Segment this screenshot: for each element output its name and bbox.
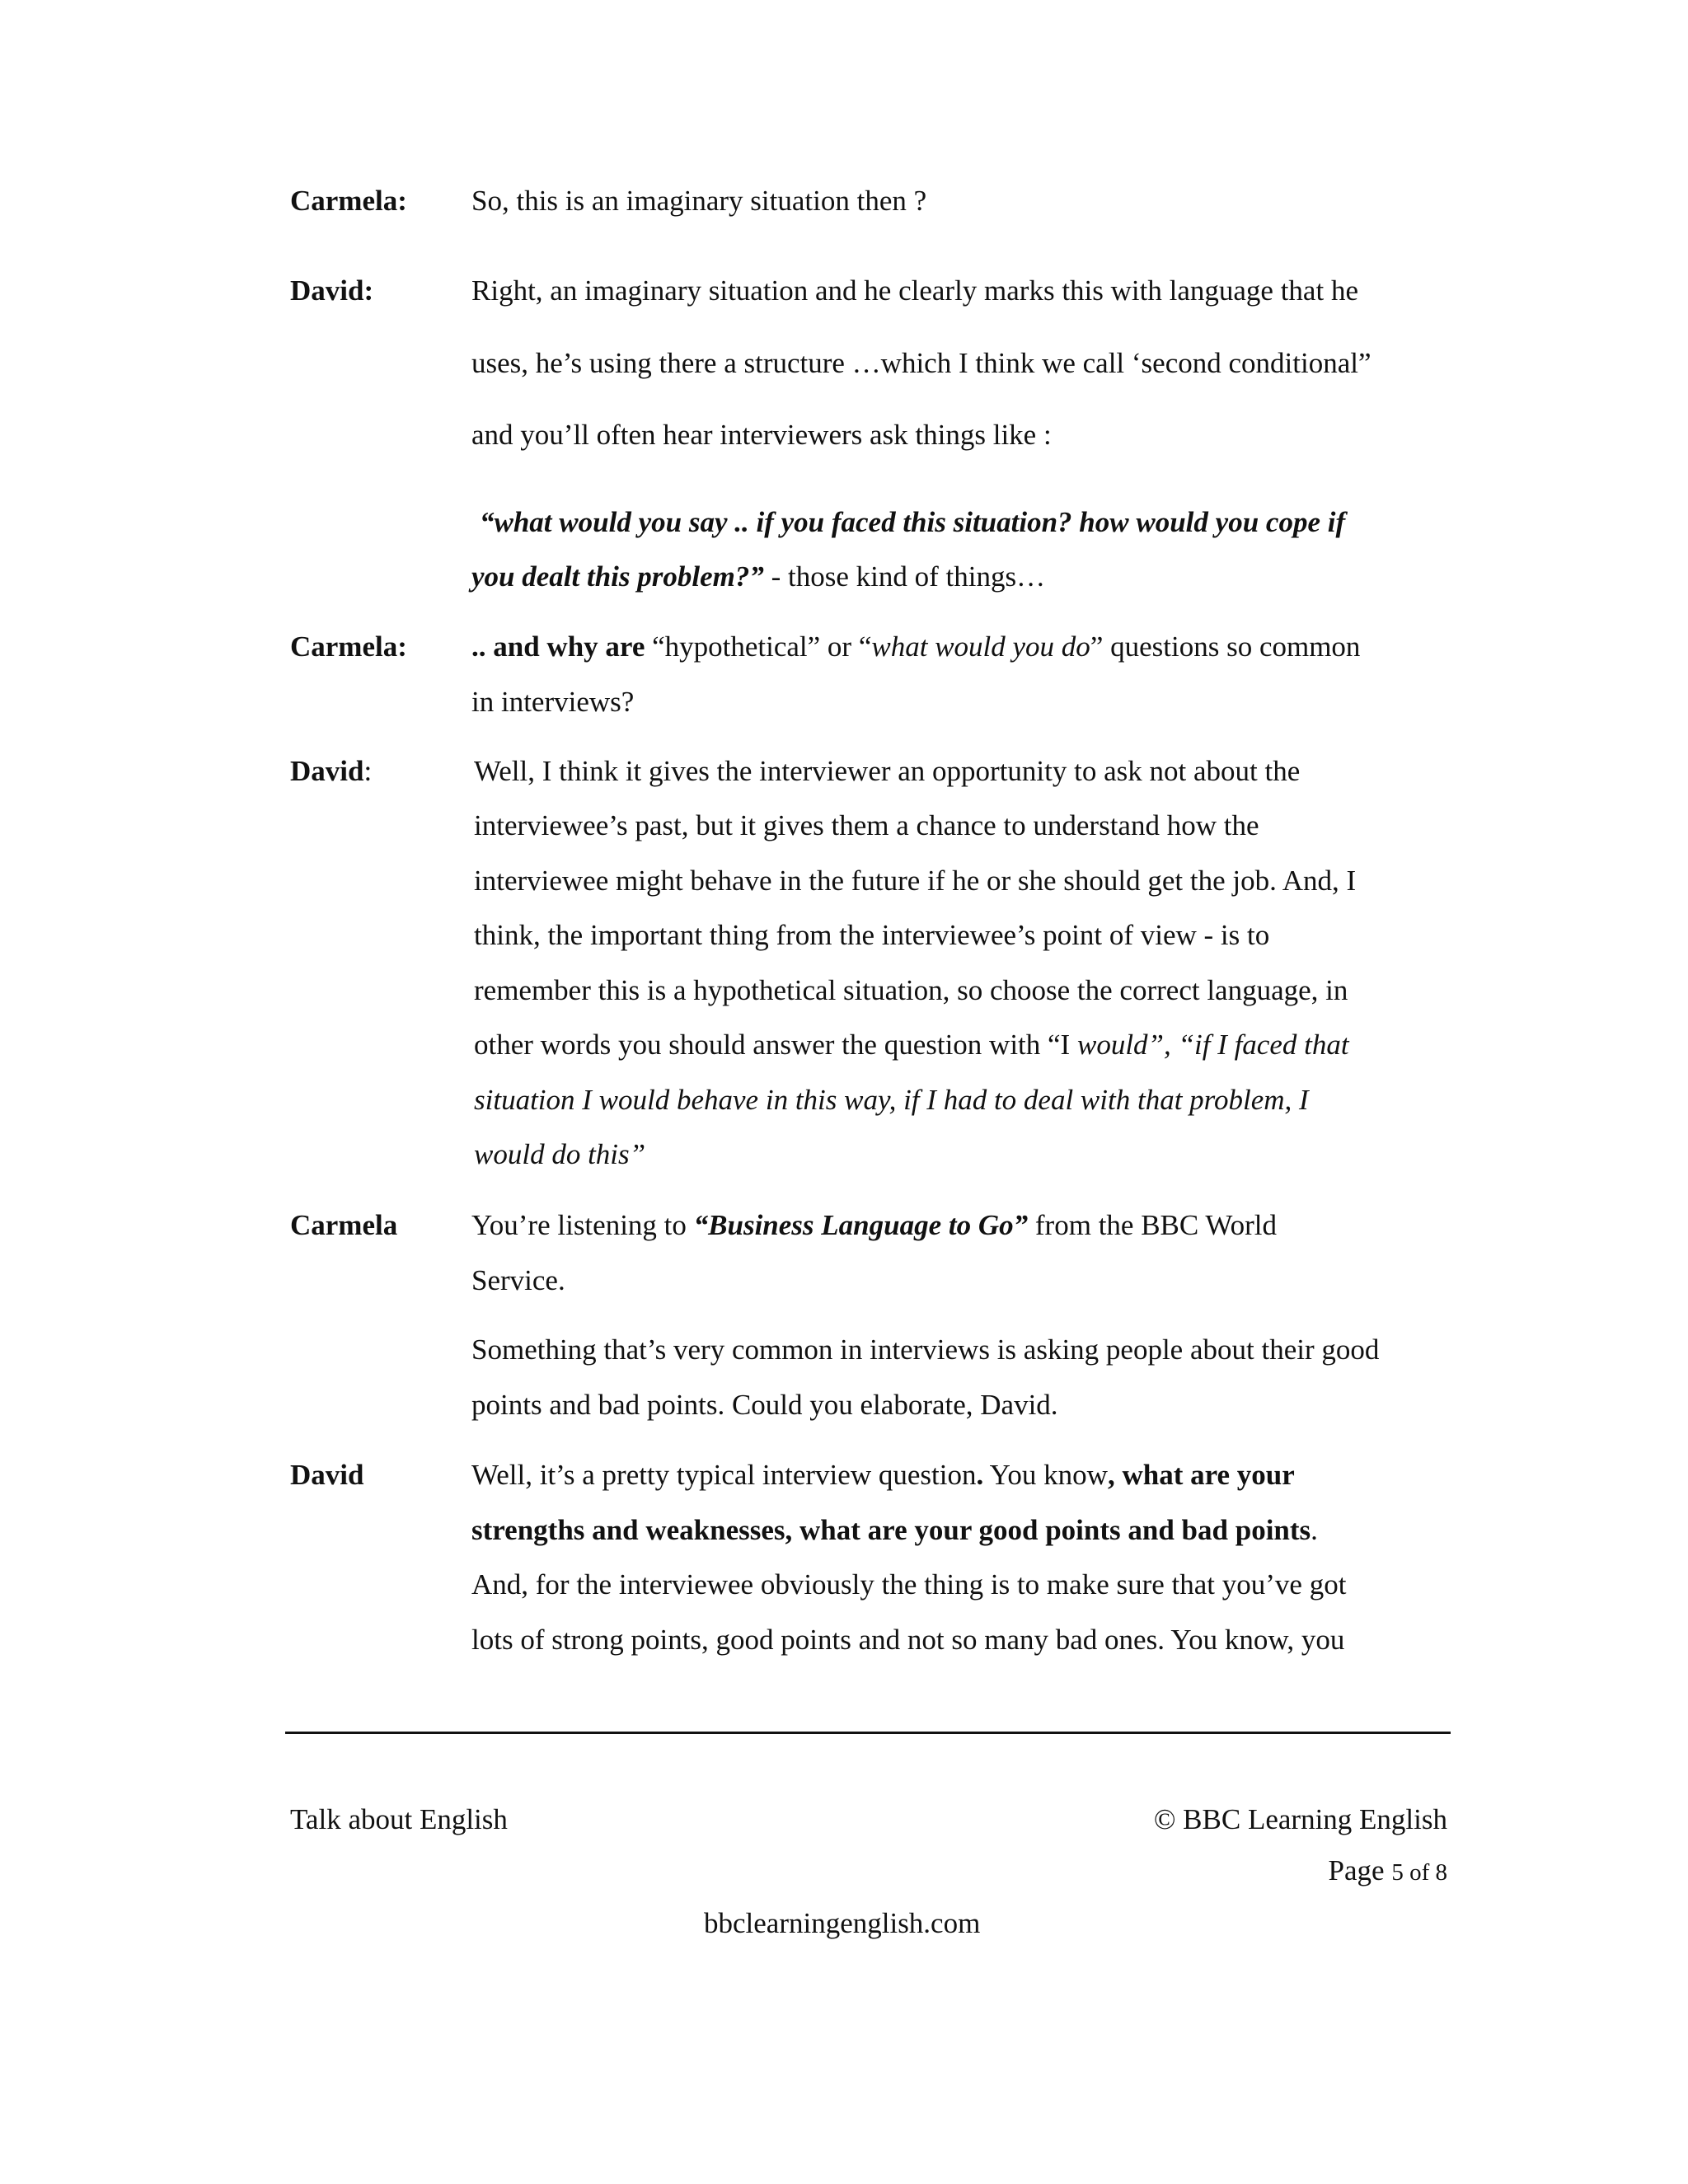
quoted-question: “what would you say .. if you faced this situation? how would you cope if bbox=[480, 506, 1346, 538]
speaker-label bbox=[290, 755, 372, 788]
emphasis-text: . bbox=[976, 1459, 984, 1491]
footer-series-title: Talk about English bbox=[290, 1803, 508, 1835]
program-title: “Business Language to Go” bbox=[693, 1209, 1029, 1241]
dialogue-text: “hypothetical” or “ bbox=[645, 630, 872, 663]
dialogue-line bbox=[471, 560, 1045, 593]
dialogue-text: other words you should answer the question with “I bbox=[474, 1029, 1077, 1061]
speaker-label: Carmela bbox=[290, 1209, 398, 1241]
dialogue-line: Service. bbox=[471, 1264, 565, 1296]
speaker-label: David: bbox=[290, 274, 374, 307]
italic-text: what would you do bbox=[871, 630, 1090, 663]
dialogue-line: interviewee’s past, but it gives them a chance to understand how the bbox=[474, 809, 1259, 841]
page-label: Page bbox=[1328, 1854, 1385, 1886]
page-number bbox=[1329, 1854, 1447, 1887]
dialogue-line: Something that’s very common in interviews is asking people about their good bbox=[471, 1333, 1380, 1366]
dialogue-text: ” questions so common bbox=[1090, 630, 1361, 663]
speaker-label: David bbox=[290, 1459, 364, 1491]
speaker-label: Carmela: bbox=[290, 630, 407, 663]
dialogue-text: You’re listening to bbox=[471, 1209, 694, 1241]
speaker-name: David bbox=[290, 755, 364, 787]
dialogue-line: And, for the interviewee obviously the thing is to make sure that you’ve got bbox=[471, 1568, 1347, 1601]
dialogue-line: situation I would behave in this way, if I had to deal with that problem, I bbox=[474, 1084, 1309, 1116]
dialogue-line: lots of strong points, good points and not so many bad ones. You know, you bbox=[471, 1624, 1345, 1656]
dialogue-line bbox=[471, 1209, 1277, 1242]
speaker-colon: : bbox=[363, 755, 373, 787]
dialogue-text: Well, it’s a pretty typical interview question bbox=[471, 1459, 977, 1491]
speaker-label: Carmela: bbox=[290, 185, 407, 217]
dialogue-line: points and bad points. Could you elaborate, David. bbox=[471, 1389, 1058, 1421]
quoted-question: you dealt this problem?” bbox=[471, 560, 764, 593]
dialogue-text: from the BBC World bbox=[1028, 1209, 1277, 1241]
footer-url: bbclearningenglish.com bbox=[704, 1907, 981, 1939]
dialogue-line: So, this is an imaginary situation then ? bbox=[471, 185, 927, 217]
dialogue-line: and you’ll often hear interviewers ask things like : bbox=[471, 419, 1052, 451]
dialogue-text: - those kind of things… bbox=[763, 560, 1046, 593]
emphasis-text: strengths and weaknesses, what are your good points and bad points bbox=[471, 1514, 1311, 1546]
footer-divider bbox=[285, 1732, 1451, 1734]
dialogue-line: in interviews? bbox=[471, 686, 635, 718]
dialogue-line bbox=[471, 1459, 1295, 1492]
emphasis-text: , what are your bbox=[1107, 1459, 1295, 1491]
dialogue-line bbox=[471, 630, 1360, 663]
italic-text: would”, “if I faced that bbox=[1076, 1029, 1349, 1061]
dialogue-line: uses, he’s using there a structure …which I think we call ‘second conditional” bbox=[471, 347, 1372, 379]
footer-copyright: © BBC Learning English bbox=[1153, 1803, 1447, 1835]
dialogue-line: interviewee might behave in the future if he or she should get the job. And, I bbox=[474, 865, 1357, 897]
dialogue-line: Well, I think it gives the interviewer an opportunity to ask not about the bbox=[474, 755, 1301, 787]
dialogue-line: think, the important thing from the interviewee’s point of view - is to bbox=[474, 919, 1270, 951]
dialogue-line: remember this is a hypothetical situation, so choose the correct language, in bbox=[474, 974, 1348, 1006]
dialogue-text: . bbox=[1311, 1514, 1318, 1546]
dialogue-text: You know bbox=[983, 1459, 1108, 1491]
dialogue-line bbox=[474, 1029, 1349, 1062]
dialogue-line bbox=[471, 1514, 1318, 1547]
emphasis-text: .. and why are bbox=[471, 630, 645, 663]
page-count: 5 of 8 bbox=[1391, 1859, 1447, 1886]
dialogue-line: would do this” bbox=[474, 1138, 646, 1170]
dialogue-line: Right, an imaginary situation and he clearly marks this with language that he bbox=[471, 274, 1358, 307]
